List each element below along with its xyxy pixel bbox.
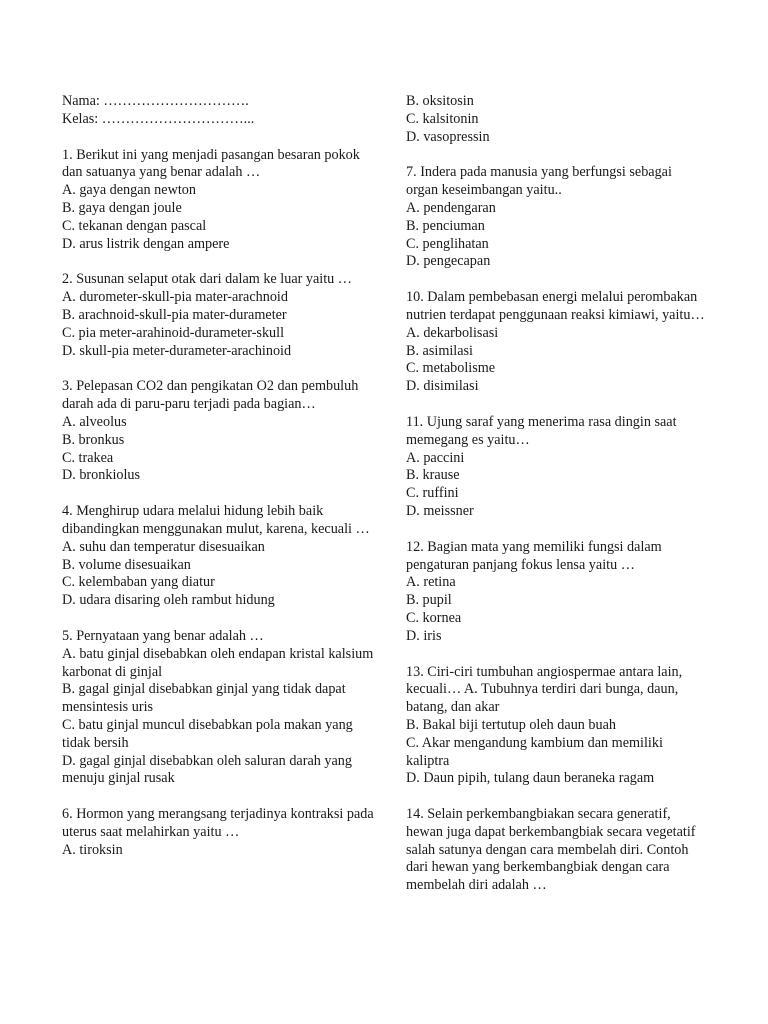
question-block [62,378,380,485]
answer-option: B. gaya dengan joule [62,199,182,216]
answer-option: B. asimilasi [406,342,473,359]
answer-option: B. Bakal biji tertutup oleh daun buah [406,716,617,733]
question-block [406,539,706,646]
option-q6-d: D. vasopressin [406,128,490,145]
option-q6-c: C. kalsitonin [406,110,479,127]
left-question-list [62,147,380,860]
answer-option: C. pia meter-arahinoid-durameter-skull [62,324,285,341]
answer-option: B. pupil [406,592,452,609]
question-stem: 14. Selain perkembangbiakan secara generatif, hewan juga dapat berkembangbiak secara vegetatif salah satunya dengan cara membelah diri. Contoh dari hewan yang berkembangbiak dengan cara membelah diri adalah … [406,806,696,894]
question-stem: 5. Pernyataan yang benar adalah … [62,627,264,644]
answer-option: A. alveolus [62,413,127,430]
answer-option: C. batu ginjal muncul disebabkan pola makan yang tidak bersih [62,716,353,751]
answer-option: D. skull-pia meter-durameter-arachinoid [62,342,292,359]
question-stem: 1. Berikut ini yang menjadi pasangan besaran pokok dan satuanya yang benar adalah … [62,146,360,181]
question-stem: 2. Susunan selaput otak dari dalam ke luar yaitu … [62,271,352,288]
question-stem: 3. Pelepasan CO2 dan pengikatan O2 dan pembuluh darah ada di paru-paru terjadi pada bagian… [62,378,359,413]
answer-option: C. kelembaban yang diatur [62,574,215,591]
answer-option: C. metabolisme [406,360,496,377]
answer-option: D. meissner [406,502,474,519]
question-block [62,806,380,859]
answer-option: D. disimilasi [406,378,479,395]
answer-option: D. Daun pipih, tulang daun beraneka ragam [406,770,655,787]
question-stem: 6. Hormon yang merangsang terjadinya kontraksi pada uterus saat melahirkan yaitu … [62,806,374,840]
answer-option: A. durometer-skull-pia mater-arachnoid [62,289,288,306]
answer-option: D. iris [406,627,442,644]
question-block [62,628,380,788]
nama-field: Nama: …………………………. [62,93,249,109]
answer-option: B. gagal ginjal disebabkan ginjal yang tidak dapat mensintesis uris [62,681,346,716]
question-stem: 13. Ciri-ciri tumbuhan angiospermae antara lain, kecuali… A. Tubuhnya terdiri dari bunga, daun, batang, dan akar [406,663,683,716]
answer-option: B. penciuman [406,217,485,234]
question-block [62,271,380,360]
answer-option: C. trakea [62,449,114,466]
answer-option: A. suhu dan temperatur disesuaikan [62,538,265,555]
answer-option: C. kornea [406,609,462,626]
answer-option: B. bronkus [62,431,125,448]
answer-option: A. paccini [406,449,465,466]
answer-option: D. bronkiolus [62,467,141,484]
answer-option: A. tiroksin [62,841,123,858]
question-stem: 4. Menghirup udara melalui hidung lebih baik dibandingkan menggunakan mulut, karena, kecuali … [62,503,370,537]
answer-option: A. gaya dengan newton [62,182,196,199]
answer-option: B. krause [406,467,460,484]
right-column [406,93,706,913]
answer-option: D. gagal ginjal disebabkan oleh saluran darah yang menuju ginjal rusak [62,752,352,787]
left-column [62,93,380,877]
kelas-field: Kelas: …………………………... [62,110,255,127]
answer-option: D. udara disaring oleh rambut hidung [62,592,275,609]
answer-option: D. arus listrik dengan ampere [62,235,230,252]
question-stem: 12. Bagian mata yang memiliki fungsi dalam pengaturan panjang fokus lensa yaitu … [406,538,662,573]
answer-option: A. retina [406,574,456,591]
answer-option: D. pengecapan [406,253,491,270]
question-block [406,289,706,396]
question-block [406,806,706,895]
question-block [62,503,380,610]
right-question-list [406,164,706,895]
question-block [406,164,706,271]
question-stem: 10. Dalam pembebasan energi melalui perombakan nutrien terdapat penggunaan reaksi kimiawi, yaitu… [406,289,705,323]
answer-option: C. Akar mengandung kambium dan memiliki kaliptra [406,734,663,769]
student-header [62,93,380,129]
question-block [62,147,380,254]
option-q6-b: B. oksitosin [406,93,474,109]
answer-option: C. ruffini [406,485,459,502]
question-block [406,414,706,521]
answer-option: A. pendengaran [406,199,496,216]
question-stem: 11. Ujung saraf yang menerima rasa dingin saat memegang es yaitu… [406,413,677,448]
answer-option: B. arachnoid-skull-pia mater-durameter [62,306,287,323]
answer-option: C. penglihatan [406,235,489,252]
question-block [406,664,706,789]
answer-option: B. volume disesuaikan [62,556,191,573]
question-6-continuation [406,93,706,146]
answer-option: A. dekarbolisasi [406,324,499,341]
answer-option: C. tekanan dengan pascal [62,217,207,234]
question-stem: 7. Indera pada manusia yang berfungsi sebagai organ keseimbangan yaitu.. [406,164,672,199]
answer-option: A. batu ginjal disebabkan oleh endapan kristal kalsium karbonat di ginjal [62,645,374,680]
